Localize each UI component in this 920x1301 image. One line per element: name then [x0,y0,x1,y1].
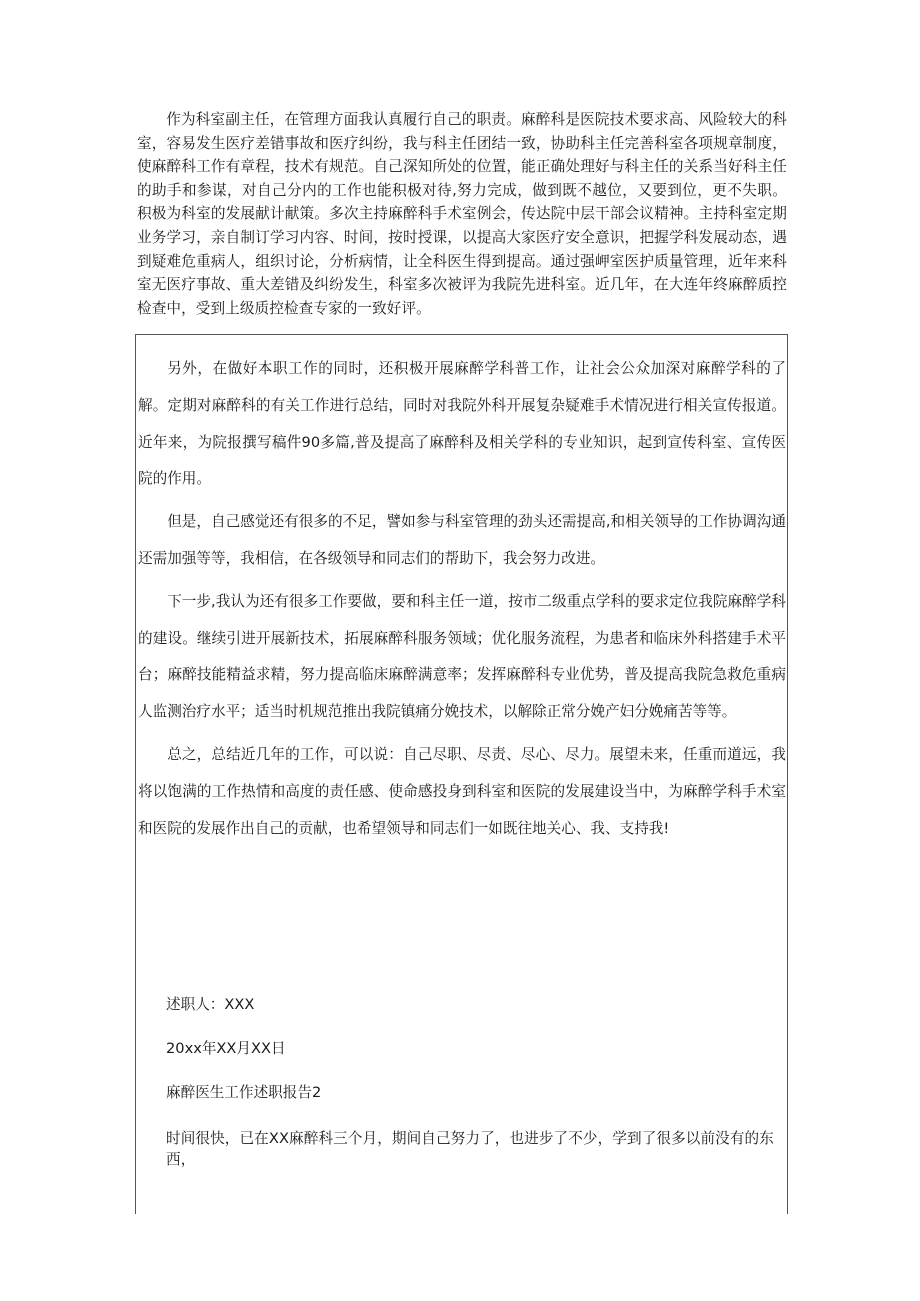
reporter-line: 述职人：XXX [166,996,255,1013]
paragraph-next-steps: 下一步,我认为还有很多工作要做，要和科主任一道，按市二级重点学科的要求定位我院麻醉学科的建设。继续引进开展新技术，拓展麻醉科服务领域；优化服务流程，为患者和临床外科搭建手术平台；麻醉技能精益求精，努力提高临床麻醉满意率；发挥麻醉科专业优势，普及提高我院急救危重病人监测治疗水平；适当时机规范推出我院镇痛分娩技术，以解除正常分娩产妇分娩痛苦等等。 [138,592,786,721]
date-line: 20xx年XX月XX日 [166,1040,286,1057]
report-2-title: 麻醉医生工作述职报告2 [166,1084,322,1101]
paragraph-shortcomings: 但是，自己感觉还有很多的不足，譬如参与科室管理的劲头还需提高,和相关领导的工作协调沟通还需加强等等，我相信，在各级领导和同志们的帮助下，我会努力改进。 [138,513,786,567]
top-text-section [137,108,787,320]
paragraph-report-2-start: 时间很快，已在XX麻醉科三个月，期间自己努力了，也进步了不少，学到了很多以前没有的东西， [166,1130,774,1168]
paragraph-summary: 总之，总结近几年的工作，可以说：自己尽职、尽责、尽心、尽力。展望未来，任重而道远，我将以饱满的工作热情和高度的责任感、使命感投身到科室和医院的发展建设当中，为麻醉学科手术室和医院的发展作出自己的贡献，也希望领导和同志们一如既往地关心、我、支持我! [138,745,786,837]
box-content [138,351,786,847]
paragraph-popular-science: 另外，在做好本职工作的同时，还积极开展麻醉学科普工作，让社会公众加深对麻醉学科的了解。定期对麻醉科的有关工作进行总结，同时对我院外科开展复杂疑难手术情况进行相关宣传报道。近年来，为院报撰写稿件90多篇,普及提高了麻醉科及相关学科的专业知识，起到宣传科室、宣传医院的作用。 [138,360,786,488]
paragraph-management-duties: 作为科室副主任，在管理方面我认真履行自己的职责。麻醉科是医院技术要求高、风险较大的科室，容易发生医疗差错事故和医疗纠纷，我与科主任团结一致，协助科主任完善科室各项规章制度，使麻醉科工作有章程，技术有规范。自己深知所处的位置，能正确处理好与科主任的关系当好科主任的助手和参谋，对自己分内的工作也能积极对待,努力完成，做到既不越位，又要到位，更不失职。积极为科室的发展献计献策。多次主持麻醉科手术室例会，传达院中层干部会议精神。主持科室定期业务学习，亲自制订学习内容、时间，按时授课，以提高大家医疗安全意识，把握学科发展动态，遇到疑难危重病人，组织讨论，分析病情，让全科医生得到提高。通过强岬室医护质量管理，近年来科室无医疗事故、重大差错及纠纷发生，科室多次被评为我院先进科室。近几年，在大连年终麻醉质控检查中，受到上级质控检查专家的一致好评。 [137,111,787,317]
bordered-text-box [135,334,788,1214]
